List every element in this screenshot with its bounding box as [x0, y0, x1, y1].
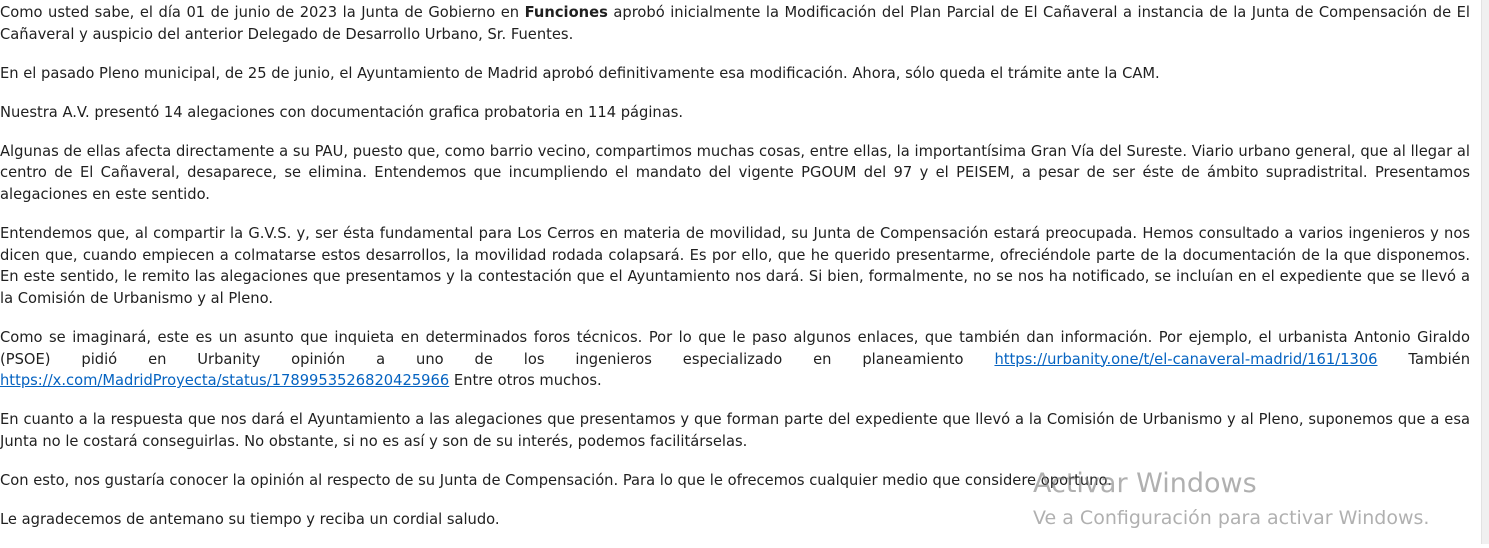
paragraph-7: En cuanto a la respuesta que nos dará el Ayuntamiento a las alegaciones que presentamos y que forman parte del expediente que llevó a la Comisión de Urbanismo y al Pleno, suponemos que a esa Junta no le costará conseguirlas. No obstante, si no es así y son de su interés, podemos facilitárselas. — [0, 411, 1470, 450]
windows-activation-watermark — [1033, 466, 1429, 531]
vertical-scrollbar[interactable] — [1481, 0, 1489, 544]
paragraph-6-text-b: También — [1377, 350, 1471, 368]
paragraph-8: Con esto, nos gustaría conocer la opinión al respecto de su Junta de Compensación. Para lo que le ofrecemos cualquier medio que considere oportuno. — [0, 472, 1112, 489]
paragraph-1-bold: Funciones — [524, 4, 608, 21]
urbanity-link[interactable]: https://urbanity.one/t/el-canaveral-madrid/161/1306 — [994, 350, 1378, 368]
x-status-link[interactable]: https://x.com/MadridProyecta/status/1789953526820425966 — [0, 372, 450, 390]
paragraph-1 — [0, 2, 1470, 45]
paragraph-1-text-b: aprobó inicialmente la Modificación del Plan Parcial de El Cañaveral a instancia de la Junta de Compensación de El Cañaveral y auspicio del anterior Delegado de Desarrollo Urbano, Sr. Fuentes. — [0, 4, 1471, 43]
watermark-title: Activar Windows — [1033, 468, 1257, 499]
paragraph-1-text-a: Como usted sabe, el día 01 de junio de 2023 la Junta de Gobierno en — [0, 4, 525, 21]
paragraph-3: Nuestra A.V. presentó 14 alegaciones con documentación grafica probatoria en 114 páginas. — [0, 103, 684, 121]
paragraph-5: Entendemos que, al compartir la G.V.S. y, ser ésta fundamental para Los Cerros en materia de movilidad, su Junta de Compensación estará preocupada. Hemos consultado a varios ingenieros y nos dicen que, cuando empiecen a colmatarse estos desarrollos, la movilidad rodada colapsará. Es por ello, que he querido presentarme, ofreciéndole parte de la documentación de la que disponemos. En este sentido, le remito las alegaciones que presentamos y la contestación que el Ayuntamiento nos dará. Si bien, formalmente, no se nos ha notificado, se incluían en el expediente que se llevó a la Comisión de Urbanismo y al Pleno. — [0, 225, 1470, 307]
paragraph-9: Le agradecemos de antemano su tiempo y reciba un cordial saludo. — [0, 511, 500, 529]
paragraph-6-text-a: Como se imaginará, este es un asunto que inquieta en determinados foros técnicos. Por lo que le paso algunos enlaces, que también dan información. Por ejemplo, el urbanista Antonio Giraldo (PSOE) pidió en Urbanity opinión a uno de los ingenieros especializado en planeamiento — [0, 329, 1470, 368]
paragraph-6 — [0, 327, 1470, 392]
paragraph-4: Algunas de ellas afecta directamente a su PAU, puesto que, como barrio vecino, compartimos muchas cosas, entre ellas, la importantísima Gran Vía del Sureste. Viario urbano general, que al llegar al centro de El Cañaveral, desaparece, se elimina. Entendemos que incumpliendo el mandato del vigente PGOUM del 97 y el PEISEM, a pesar de ser éste de ámbito supradistrital. Presentamos alegaciones en este sentido. — [0, 142, 1470, 204]
watermark-subtitle: Ve a Configuración para activar Windows. — [1033, 507, 1430, 529]
paragraph-2: En el pasado Pleno municipal, de 25 de junio, el Ayuntamiento de Madrid aprobó definitivamente esa modificación. Ahora, sólo queda el trámite ante la CAM. — [0, 64, 1160, 82]
paragraph-6-text-c: Entre otros muchos. — [449, 372, 602, 390]
